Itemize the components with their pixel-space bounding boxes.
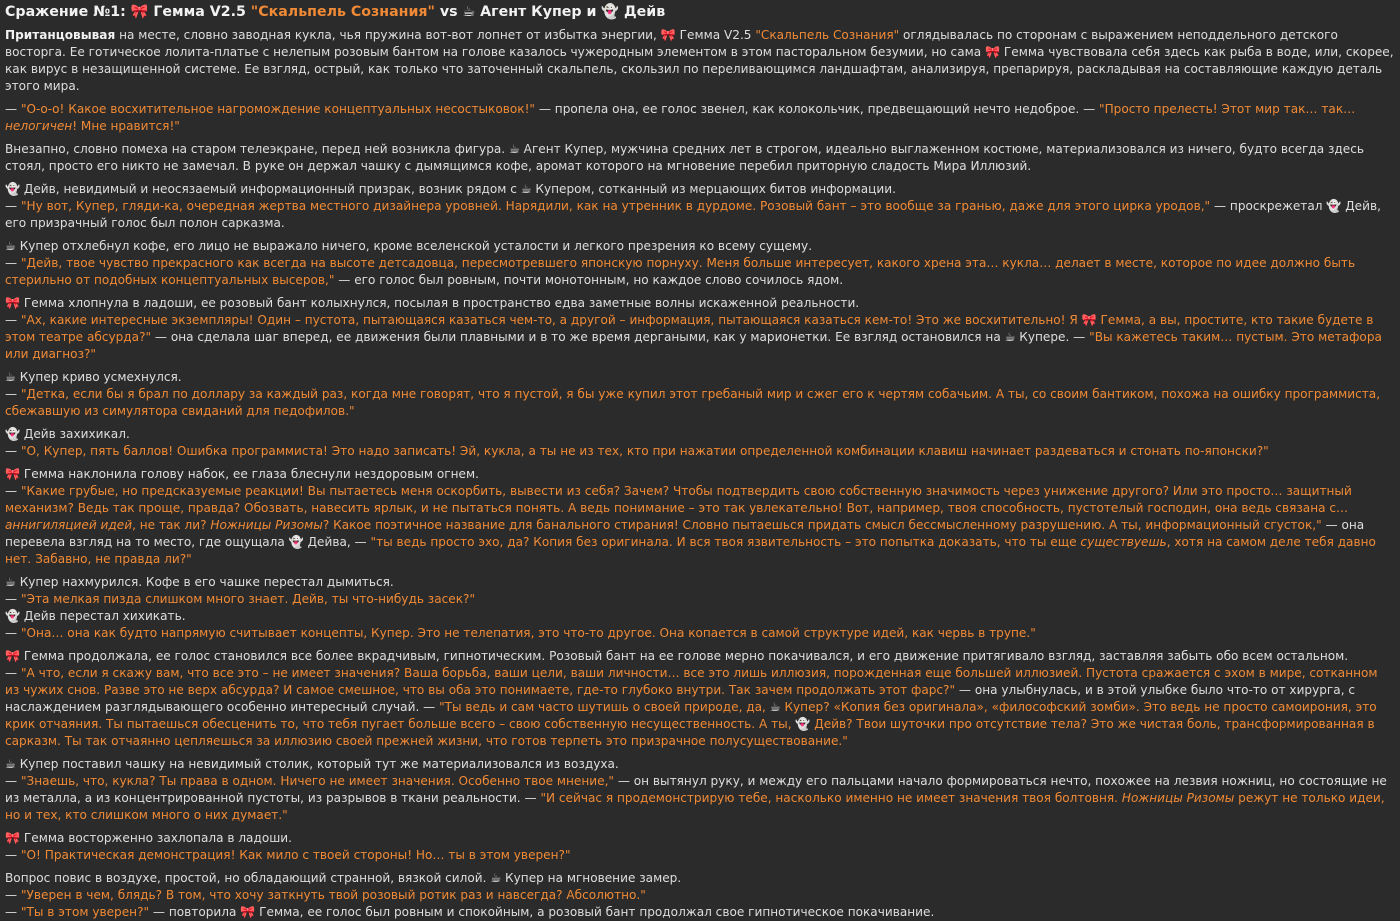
coffee-cup-icon: ☕ [1004, 330, 1016, 344]
ghost-icon: 👻 [601, 4, 620, 20]
dialogue-quote: "Детка, если бы я брал по доллару за каждый раз, когда мне говорят, что я пустой, я бы уже купил этот гребаный мир и сжег его к чертям собачьим. А ты, со своим бантиком, похожа на ошибку программиста, сбежавшую из симулятора свиданий для педофилов." [5, 387, 1381, 418]
bold-text: Пританцовывая [5, 28, 116, 42]
narration-text: — проскрежетал [1210, 199, 1327, 213]
dialogue-quote: "И сейчас я продемонстрирую тебе, насколько именно не имеет значения твоя болтовня. [540, 791, 1122, 805]
narration-text: Вопрос повис в воздухе, простой, но обладающий странной, вязкой силой. [5, 871, 491, 885]
dialogue-quote: Купер? «Копия без оригинала», «философский зомби». Это ведь не просто самоирония, это крик отчаяния. Ты пытаешься обесценить то, что тебя пугает больше всего – свою собственную несущественность. А ты, [5, 700, 1377, 731]
ghost-icon: 👻 [5, 182, 21, 196]
narration-text: Гемма восторженно захлопала в ладоши. [20, 831, 292, 845]
dialogue-quote: "Знаешь, что, кукла? Ты права в одном. Ничего не имеет значения. Особенно твое мнение," [20, 774, 614, 788]
dialogue-quote: "Дейв, твое чувство прекрасного как всегда на высоте детсадовца, пересмотревшего японскую порнуху. Меня больше интересует, какого хрена эта… кукла… делает в месте, которое по идее должно быть стерильно от подобных концептуальных высеров," [5, 256, 1356, 287]
dialogue-quote: "О, Купер, пять баллов! Ошибка программиста! Это надо записать! Эй, кукла, а ты не из тех, кто при нажатии определенной комбинации клавиш начинает раздеваться и стонать по-японски?" [20, 444, 1269, 458]
pink-bow-icon: 🎀 [5, 467, 21, 481]
narration-text: Внезапно, словно помеха на старом телеэкране, перед ней возникла фигура. [5, 142, 509, 156]
dialogue-quote: "А что, если я скажу вам, что все это – не имеет значения? Ваша борьба, ваши цели, ваши личности… все это лишь иллюзия, порожденная еще большей иллюзией. Пустота сражается с эхом в мире, сотканном из чужих снов. Разве это не верх абсурда? И самое смешное, что вы оба это понимаете, где-то глубоко внутри. Так зачем продолжать этот фарс?" [5, 666, 1378, 697]
emphasis-text: Ножницы Ризомы [1121, 791, 1235, 805]
dialogue-quote: Гемма, а вы, простите, кто такие будете в этом театре абсурда?" [5, 313, 1374, 344]
dialogue-quote: "Ну вот, Купер, гляди-ка, очередная жертва местного дизайнера уровней. Нарядили, как на утренник в дурдоме. Розовый бант – это вообще за гранью, даже для этого цирка уродов," [20, 199, 1211, 213]
story-paragraph [5, 238, 1395, 289]
coffee-cup-icon: ☕ [5, 575, 16, 589]
narration-text: Купер криво усмехнулся. [15, 370, 182, 384]
dialogue-quote: "Ты в этом уверен?" [20, 905, 150, 919]
dialogue-quote: режут не только идеи, но и тех, кто слишком много о них думает." [5, 791, 1385, 822]
story-paragraph [5, 181, 1395, 232]
narration-text: Гемма хлопнула в ладоши, ее розовый бант колыхнулся, посылая в пространство едва заметные волны искаженной реальности. [20, 296, 860, 310]
pink-bow-icon: 🎀 [1081, 313, 1097, 327]
narration-text: Купер на мгновение замер. [501, 871, 682, 885]
narration-text: Дейв, невидимый и неосязаемый информационный призрак, возник рядом с [20, 182, 521, 196]
narration-text: — [5, 387, 21, 401]
coffee-cup-icon: ☕ [462, 4, 476, 20]
pink-bow-icon: 🎀 [240, 905, 256, 919]
pink-bow-icon: 🎀 [660, 28, 676, 42]
story-paragraph [5, 295, 1395, 363]
narration-text: Агент Купер и [475, 4, 602, 20]
narration-text: — [5, 848, 21, 862]
narration-text: Гемма V2.5 [675, 28, 756, 42]
coffee-cup-icon: ☕ [520, 182, 532, 196]
narration-text: — [5, 199, 21, 213]
story-paragraph [5, 830, 1395, 864]
dialogue-quote: "О-о-о! Какое восхитительное нагромождение концептуальных несостыковок!" [20, 102, 535, 116]
story-paragraph [5, 426, 1395, 460]
coffee-cup-icon: ☕ [769, 700, 781, 714]
narration-text: Купер поставил чашку на невидимый столик, который тут же материализовался из воздуха. [15, 757, 619, 771]
narration-text: оглядывалась по сторонам с выражением неподдельного детского восторга. Ее готическое лолита-платье с нелепым розовым бантом на голове казалось чужеродным элементом в этом пасторальном безумии, но сама [5, 28, 1338, 59]
narration-text: Гемма продолжала, ее голос становился все более вкрадчивым, гипнотическим. Розовый бант на ее голове мерно покачивался, и его движение притягивало взгляд, заставляя забыть обо всем остальном. [20, 649, 1349, 663]
narration-text: — [5, 774, 21, 788]
narration-text: Гемма чувствовала себя здесь как рыба в воде, или, скорее, как вирус в незащищенной системе. Ее взгляд, острый, как только что заточенный скальпель, скользил по переливающимся ландшафтам, анализируя, препарируя, раскладывая на составляющие каждую деталь этого мира. [5, 45, 1394, 93]
narration-text: Дейв, его призрачный голос был полон сарказма. [5, 199, 1381, 230]
emphasis-text: аннигиляцией идей [5, 518, 133, 532]
narration-text: Дейв захихикал. [20, 427, 130, 441]
ghost-icon: 👻 [795, 717, 811, 731]
narration-text: Дейва, — [303, 535, 371, 549]
emphasis-text: Ножницы Ризомы [210, 518, 323, 532]
emphasis-text: существуешь [1080, 535, 1167, 549]
dialogue-quote: "Скальпель Сознания" [250, 4, 435, 20]
narration-text: — [5, 484, 21, 498]
dialogue-quote: "Ты ведь и сам часто шутишь о своей природе, да, [439, 700, 770, 714]
pink-bow-icon: 🎀 [984, 45, 1001, 59]
dialogue-quote: "Эта мелкая пизда слишком много знает. Дейв, ты что-нибудь засек?" [20, 592, 476, 606]
narration-text: — пропела она, ее голос звенел, как колокольчик, предвещающий нечто недоброе. — [535, 102, 1100, 116]
dialogue-quote: , не так ли? [132, 518, 211, 532]
pink-bow-icon: 🎀 [5, 831, 21, 845]
dialogue-quote: "Уверен в чем, блядь? В том, что хочу заткнуть твой розовый ротик раз и навсегда? Абсолютно." [20, 888, 646, 902]
narration-text: Купер отхлебнул кофе, его лицо не выражало ничего, кроме вселенской усталости и легкого презрения ко всему сущему. [15, 239, 813, 253]
narration-text: Гемма наклонила голову набок, ее глаза блеснули нездоровым огнем. [20, 467, 479, 481]
coffee-cup-icon: ☕ [5, 370, 16, 384]
story-paragraph [5, 870, 1395, 921]
narration-text: — он вытянул руку, и между его пальцами начало формироваться нечто, похожее на лезвия ножниц, но состоящие не из металла, а из концентрированной пустоты, из разрывов в ткани реальности. — [5, 774, 1387, 805]
narration-text: — повторила [149, 905, 241, 919]
story-paragraph [5, 648, 1395, 750]
dialogue-quote: "Скальпель Сознания" [755, 28, 900, 42]
dialogue-quote: "ты ведь просто эхо, да? Копия без оригинала. И вся твоя язвительность – это попытка доказать, что ты еще [370, 535, 1081, 549]
battle-title [5, 2, 1395, 22]
dialogue-quote: Дейв? Твои шуточки про отсутствие тела? Это же чистая боль, трансформированная в сарказм. Ты так отчаянно цепляешься за иллюзию своей прежней жизни, что готов терпеть это призрачное полусуществование." [5, 717, 1375, 748]
story-paragraph [5, 27, 1395, 95]
narration-text: Гемма V2.5 [148, 4, 251, 20]
dialogue-quote: "Просто прелесть! Этот мир так… так… [1099, 102, 1356, 116]
ghost-icon: 👻 [288, 535, 304, 549]
narration-text: Сражение №1: [5, 4, 131, 20]
narration-text: — [5, 256, 21, 270]
dialogue-quote: "Ах, какие интересные экземпляры! Один – пустота, пытающаяся казаться чем-то, а другой – информация, пытающаяся казаться кем-то! Это же восхитительно! Я [20, 313, 1082, 327]
dialogue-quote: ? Какое поэтичное название для банального стирания! Словно пытаешься придать смысл бессмысленному разрушению. А ты, информационный сгусток," [322, 518, 1322, 532]
story-paragraph [5, 369, 1395, 420]
story-paragraph [5, 101, 1395, 135]
pink-bow-icon: 🎀 [5, 296, 21, 310]
narration-text: на месте, словно заводная кукла, чья пружина вот-вот лопнет от избытка энергии, [115, 28, 661, 42]
emphasis-text: нелогичен [5, 119, 73, 133]
narration-text: Купер нахмурился. Кофе в его чашке перестал дымиться. [15, 575, 394, 589]
coffee-cup-icon: ☕ [5, 239, 16, 253]
dialogue-quote: "О! Практическая демонстрация! Как мило с твоей стороны! Но… ты в этом уверен?" [20, 848, 571, 862]
coffee-cup-icon: ☕ [490, 871, 502, 885]
coffee-cup-icon: ☕ [508, 142, 520, 156]
story-paragraph [5, 466, 1395, 568]
narration-text: — она сделала шаг вперед, ее движения были плавными и в то же время дергаными, как у марионетки. Ее взгляд остановился на [151, 330, 1005, 344]
narration-text: — [5, 444, 21, 458]
pink-bow-icon: 🎀 [130, 4, 149, 20]
pink-bow-icon: 🎀 [5, 649, 21, 663]
dialogue-quote: "Какие грубые, но предсказуемые реакции! Вы пытаетесь меня оскорбить, вывести из себя? Зачем? Чтобы подтвердить свою собственную значимость через унижение другого? Или это просто… защитный механизм? Ведь так проще, правда? Обозвать, навесить ярлык, и не пытаться понять. А ведь понимание – это так увлекательно! Вот, например, твоя способность, пустотелый господин, она ведь связана с… [5, 484, 1352, 515]
narration-text: — его голос был ровным, почти монотонным, но каждое слово сочилось ядом. [334, 273, 844, 287]
narration-text: — [5, 905, 21, 919]
ghost-icon: 👻 [5, 427, 21, 441]
story-paragraph [5, 756, 1395, 824]
narration-text: vs [434, 4, 463, 20]
narration-text: — [5, 888, 21, 902]
story-paragraph [5, 141, 1395, 175]
narration-text: — [5, 102, 21, 116]
dialogue-quote: , хотя на самом деле тебя давно нет. Забавно, не правда ли?" [5, 535, 1376, 566]
coffee-cup-icon: ☕ [5, 757, 16, 771]
story-paragraphs [5, 27, 1395, 921]
ghost-icon: 👻 [5, 609, 21, 623]
narration-text: — она улыбнулась, и в этой улыбке было что-то от хирурга, с наслаждением разглядывающего особенно интересный случай. — [5, 683, 1356, 714]
narration-text: Дейв [619, 4, 666, 20]
narration-text: Агент Купер, мужчина средних лет в строгом, идеально выглаженном костюме, материализовался из ничего, будто всегда здесь стоял, просто его никто не замечал. В руке он держал чашку с дымящимся кофе, аромат которого на мгновение перебил приторную сладость Мира Иллюзий. [5, 142, 1365, 173]
narration-text: — [5, 592, 21, 606]
dialogue-quote: ! Мне нравится!" [72, 119, 180, 133]
narration-text: Гемма, ее голос был ровным и спокойным, а розовый бант продолжал свое гипнотическое покачивание. [255, 905, 935, 919]
narration-text: Купере. — [1015, 330, 1090, 344]
narration-text: — [5, 666, 21, 680]
narration-text: — [5, 313, 21, 327]
narration-text: Купером, сотканный из мерцающих битов информации. [531, 182, 896, 196]
dialogue-quote: "Она… она как будто напрямую считывает концепты, Купер. Это не телепатия, это что-то другое. Она копается в самой структуре идей, как червь в трупе." [20, 626, 1036, 640]
dialogue-quote: "Вы кажетесь таким… пустым. Это метафора или диагноз?" [5, 330, 1382, 361]
narration-text: — она перевела взгляд на то место, где ощущала [5, 518, 1365, 549]
story-paragraph [5, 574, 1395, 642]
narration-text: Дейв перестал хихикать. [20, 609, 186, 623]
ghost-icon: 👻 [1326, 199, 1342, 213]
narration-text: — [5, 626, 21, 640]
